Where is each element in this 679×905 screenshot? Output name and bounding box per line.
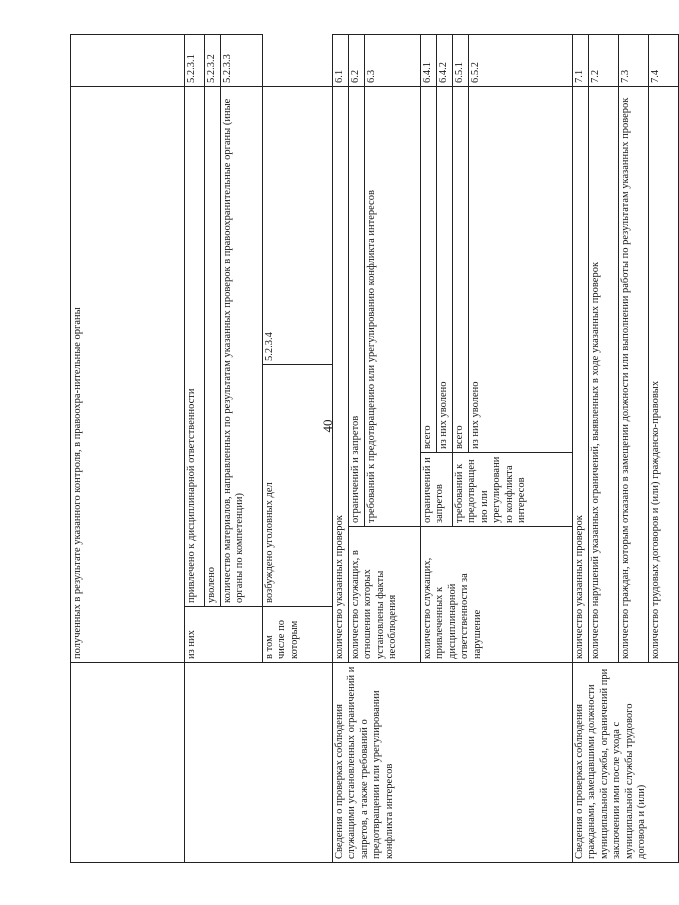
group-label: количество служащих, привлеченных к дисциплинарной ответственности за нарушение [421,527,573,663]
cell-code: 7.1 [573,34,589,86]
cell-code: 6.4.2 [437,34,453,86]
table-row [185,34,205,862]
cell-text: требований к предотвращению или урегулированию конфликта интересов [365,86,421,526]
cell-text: количество указанных проверок [573,86,589,662]
cell-code: 6.4.1 [421,34,437,86]
cell-text: количество граждан, которым отказано в замещении должности или выполнении работы по результатам указанных проверок [619,86,649,662]
cell-code: 7.4 [649,34,679,86]
cell-text: всего [421,86,437,452]
page-number: 40 [320,419,335,433]
cell-text: уволено [205,86,221,606]
section-header: Сведения о проверках соблюдения служащими установленных ограничений и запретов, а также требований о предотвращении или урегулировании конфликта интересов [333,663,573,863]
cell-label: в том числе по которым [263,607,333,663]
cell-code: 7.2 [589,34,619,86]
cell-code: 7.3 [619,34,649,86]
cell-text: полученных в результате указанного контроля, в правоохра-нительные органы [71,86,185,662]
table-row [333,34,349,862]
cell-text: из них уволено [437,86,453,452]
subgroup-label: требований к предотвращению или урегулированию конфликта интересов [453,453,573,527]
cell-code: 6.2 [349,34,365,86]
cell-text: количество материалов, направленных по результатам указанных проверок в правоохранительные органы (иные органы по компетенции) [221,86,263,606]
table-row [573,34,589,862]
blank-cell [71,663,185,863]
cell-code: 5.2.3.4 [263,86,333,364]
cell-label: из них [185,607,263,663]
cell-text: количество трудовых договоров и (или) гражданско-правовых [649,86,679,662]
cell-text: из них уволено [469,86,573,452]
cell-code: 6.3 [365,34,421,86]
blank-cell [185,663,333,863]
rotated-table-wrapper [70,35,661,863]
cell-text: количество указанных проверок [333,86,349,662]
cell-text: ограничений и запретов [349,86,365,526]
cell-code: 5.2.3.3 [221,34,263,86]
cell-text: возбуждено уголовных дел [263,365,333,607]
cell-text: всего [453,86,469,452]
cell-text: количество нарушений указанных ограничений, выявленных в ходе указанных проверок [589,86,619,662]
report-table [70,34,679,863]
cell-code: 6.5.2 [469,34,573,86]
subgroup-label: ограничений и запретов [421,453,453,527]
cell-code: 5.2.3.1 [185,34,205,86]
section-header: Сведения о проверках соблюдения гражданами, замещавшими должности муниципальной службы, ограничений при заключении ими после ухода с муниципальной службы трудового договора и (или) [573,663,679,863]
cell-code: 5.2.3.2 [205,34,221,86]
cell-code: 6.1 [333,34,349,86]
cell-code [71,34,185,86]
cell-text: привлечено к дисциплинарной ответственности [185,86,205,606]
cell-code: 6.5.1 [453,34,469,86]
table-row [71,34,185,862]
group-label: количество служащих, в отношении которых установлены факты несоблюдения [349,527,421,663]
